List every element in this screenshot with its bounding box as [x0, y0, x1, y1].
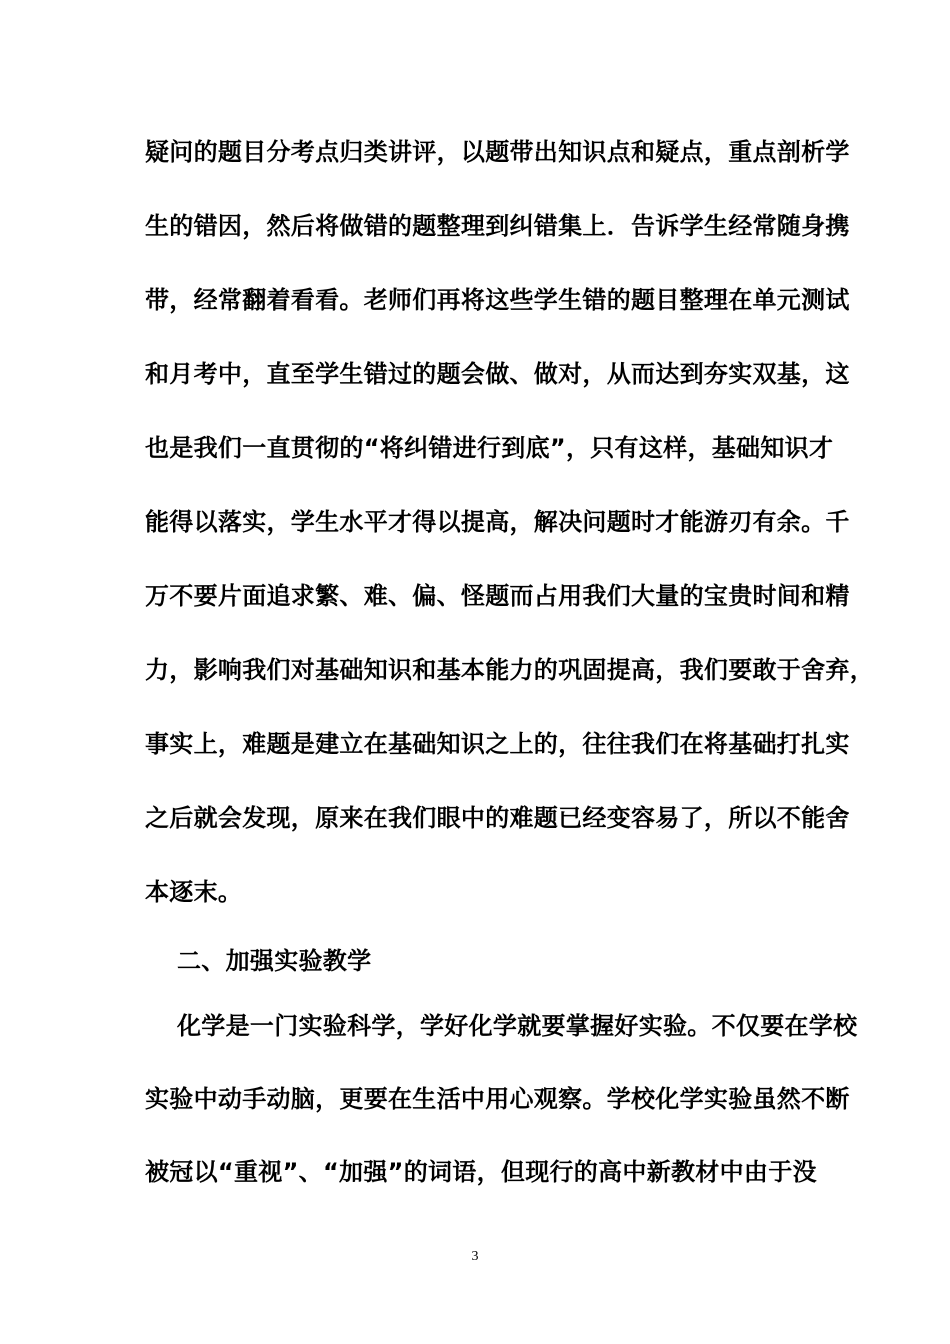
paragraph-line: 实验中动手动脑，更要在生活中用心观察。学校化学实验虽然不断 — [145, 1085, 850, 1113]
paragraph-line: 本逐末。 — [145, 878, 243, 906]
paragraph-line: 之后就会发现，原来在我们眼中的难题已经变容易了，所以不能舍 — [145, 804, 850, 832]
paragraph-line: 被冠以“重视”、“加强”的词语，但现行的高中新教材中由于没 — [145, 1158, 817, 1186]
paragraph-line: 力，影响我们对基础知识和基本能力的巩固提高，我们要敢于舍弃， — [145, 656, 874, 684]
paragraph-line: 万不要片面追求繁、难、偏、怪题而占用我们大量的宝贵时间和精 — [145, 582, 850, 610]
paragraph-line: 化学是一门实验科学，学好化学就要掌握好实验。不仅要在学校 — [177, 1012, 858, 1040]
paragraph-line: 能得以落实，学生水平才得以提高，解决问题时才能游刃有余。千 — [145, 508, 850, 536]
paragraph-line: 也是我们一直贯彻的“将纠错进行到底”，只有这样，基础知识才 — [145, 434, 834, 462]
paragraph-line: 带，经常翻着看看。老师们再将这些学生错的题目整理在单元测试 — [145, 286, 850, 314]
paragraph-line: 疑问的题目分考点归类讲评，以题带出知识点和疑点，重点剖析学 — [145, 138, 850, 166]
section-heading: 二、加强实验教学 — [177, 947, 372, 975]
paragraph-line: 和月考中，直至学生错过的题会做、做对，从而达到夯实双基，这 — [145, 360, 850, 388]
paragraph-line: 生的错因，然后将做错的题整理到纠错集上．告诉学生经常随身携 — [145, 212, 850, 240]
page-number: 3 — [471, 1249, 479, 1264]
paragraph-line: 事实上，难题是建立在基础知识之上的，往往我们在将基础打扎实 — [145, 730, 850, 758]
